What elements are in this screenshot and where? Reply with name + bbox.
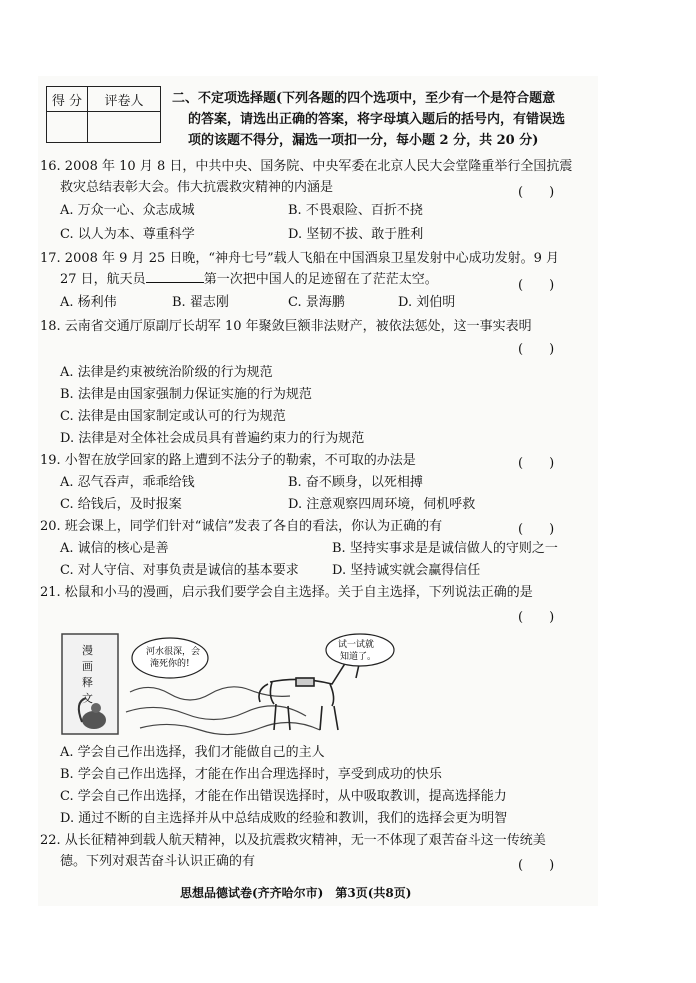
section-heading: 二、不定项选择题(下列各题的四个选项中，至少有一个是符合题意 的答案，请选出正确的答案，将字母填入题后的括号内，有错误选 项的该题不得分，漏选一项扣一分，每小题 2 分，共 20 分) [172, 91, 566, 148]
q19-option-c: C. 给钱后，及时报案 [60, 497, 182, 512]
answer-paren-18[interactable]: ( ) [518, 342, 555, 357]
q17-option-c: C. 景海鹏 [288, 295, 345, 310]
answer-paren-21[interactable]: ( ) [518, 610, 555, 625]
score-header: 得 分 [47, 87, 88, 112]
squirrel-bubble [132, 638, 208, 678]
squirrel-bubble-line2: 淹死你的! [150, 659, 190, 669]
q16-option-b: B. 不畏艰险、百折不挠 [288, 203, 423, 218]
q19-option-b: B. 奋不顾身，以死相搏 [288, 475, 423, 490]
q16-option-a: A. 万众一心、众志成城 [60, 203, 195, 218]
q18-option-c: C. 法律是由国家制定或认可的行为规范 [60, 409, 286, 424]
score-table [46, 86, 161, 143]
horse-figure [259, 657, 360, 730]
river-line-2 [126, 706, 306, 720]
question-21: 21. 松鼠和小马的漫画，启示我们要学会自主选择。关于自主选择，下列说法正确的是 [40, 585, 533, 600]
answer-paren-19[interactable]: ( ) [518, 456, 555, 471]
grader-cell [88, 112, 161, 143]
score-cell [47, 112, 88, 143]
q21-option-c: C. 学会自己作出选择，才能在作出错误选择时，从中吸取教训，提高选择能力 [60, 789, 507, 804]
q16-option-d: D. 坚韧不拔、敢于胜利 [288, 227, 424, 242]
q17-option-d: D. 刘伯明 [398, 295, 456, 310]
side-label-ch1: 漫 [82, 644, 93, 657]
squirrel-bubble-line1: 河水很深，会 [146, 647, 201, 657]
q19-option-d: D. 注意观察四周环境，伺机呼救 [288, 497, 476, 512]
river-line-3 [140, 722, 320, 734]
q18-option-b: B. 法律是由国家强制力保证实施的行为规范 [60, 387, 312, 402]
answer-paren-16[interactable]: ( ) [518, 185, 555, 200]
q17-option-a: A. 杨利伟 [60, 295, 117, 310]
river-line-1 [130, 687, 290, 700]
question-16: 16. 2008 年 10 月 8 日，中共中央、国务院、中央军委在北京人民大会堂隆重举行全国抗震 救灾总结表彰大会。伟大抗震救灾精神的内涵是 [40, 159, 573, 195]
q21-option-a: A. 学会自己作出选择，我们才能做自己的主人 [60, 745, 325, 760]
question-19: 19. 小智在放学回家的路上遭到不法分子的勒索，不可取的办法是 [40, 453, 416, 468]
q19-option-a: A. 忍气吞声，乖乖给钱 [60, 475, 195, 490]
answer-paren-20[interactable]: ( ) [518, 522, 555, 537]
q18-option-d: D. 法律是对全体社会成员具有普遍约束力的行为规范 [60, 431, 365, 446]
horse-bubble-line2: 知道了。 [340, 652, 377, 662]
cartoon-illustration [60, 632, 420, 736]
grader-header: 评卷人 [88, 87, 161, 112]
question-22: 22. 从长征精神到载人航天精神，以及抗震救灾精神，无一不体现了艰苦奋斗这一传统美 德。下列对艰苦奋斗认识正确的有 [40, 833, 546, 869]
question-20: 20. 班会课上，同学们针对“诚信”发表了各自的看法，你认为正确的有 [40, 519, 443, 534]
question-17: 17. 2008 年 9 月 25 日晚，“神舟七号”载人飞船在中国酒泉卫星发射中心成功发射。9 月 27 日，航天员 第一次把中国人的足迹留在了茫茫太空。 [40, 251, 560, 287]
side-label-ch2: 画 [82, 660, 93, 673]
q16-option-c: C. 以人为本、尊重科学 [60, 227, 195, 242]
question-18: 18. 云南省交通厅原副厅长胡军 10 年聚敛巨额非法财产，被依法惩处，这一事实表明 [40, 319, 532, 334]
horse-bubble-line1: 试一试就 [338, 640, 375, 650]
side-label-ch4: 文 [82, 692, 93, 705]
answer-paren-17[interactable]: ( ) [518, 278, 555, 293]
fill-blank[interactable] [146, 270, 204, 283]
side-label-ch3: 释 [82, 676, 93, 689]
q20-option-b: B. 坚持实事求是是诚信做人的守则之一 [332, 541, 558, 556]
q21-option-d: D. 通过不断的自主选择并从中总结成败的经验和教训，我们的选择会更为明智 [60, 811, 508, 826]
q20-option-a: A. 诚信的核心是善 [60, 541, 169, 556]
answer-paren-22[interactable]: ( ) [518, 858, 555, 873]
q18-option-a: A. 法律是约束被统治阶级的行为规范 [60, 365, 273, 380]
q20-option-c: C. 对人守信、对事负责是诚信的基本要求 [60, 563, 299, 578]
q17-option-b: B. 翟志刚 [172, 295, 229, 310]
q20-option-d: D. 坚持诚实就会赢得信任 [332, 563, 481, 578]
q21-option-b: B. 学会自己作出选择，才能在作出合理选择时，享受到成功的快乐 [60, 767, 442, 782]
page-footer: 思想品德试卷(齐齐哈尔市) 第3页(共8页) [180, 886, 412, 900]
